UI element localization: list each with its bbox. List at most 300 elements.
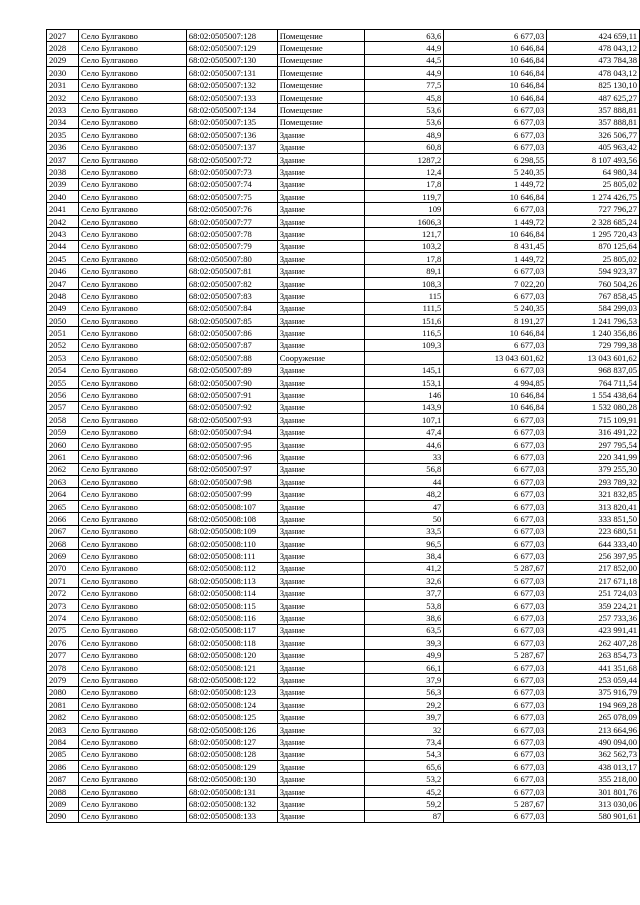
- table-row: [47, 773, 640, 785]
- specific-value-cell: 6 677,03: [444, 129, 547, 141]
- area-cell: 115: [364, 290, 444, 302]
- settlement-name-cell: Село Булгаково: [78, 339, 186, 351]
- object-type-cell: Здание: [277, 426, 364, 438]
- row-number-cell: 2065: [47, 500, 79, 512]
- cadastral-number-cell: 68:02:0505008:122: [186, 674, 277, 686]
- cadastral-value-cell: 441 351,68: [547, 661, 640, 673]
- row-number-cell: 2047: [47, 277, 79, 289]
- table-row: [47, 463, 640, 475]
- cadastral-value-cell: 1 274 426,75: [547, 191, 640, 203]
- settlement-name-cell: Село Булгаково: [78, 327, 186, 339]
- row-number-cell: 2052: [47, 339, 79, 351]
- settlement-name-cell: Село Булгаково: [78, 624, 186, 636]
- cadastral-number-cell: 68:02:0505008:113: [186, 575, 277, 587]
- cadastral-number-cell: 68:02:0505008:107: [186, 500, 277, 512]
- area-cell: 44,9: [364, 42, 444, 54]
- object-type-cell: Здание: [277, 773, 364, 785]
- settlement-name-cell: Село Булгаково: [78, 550, 186, 562]
- cadastral-number-cell: 68:02:0505007:86: [186, 327, 277, 339]
- object-type-cell: Здание: [277, 290, 364, 302]
- specific-value-cell: 6 677,03: [444, 810, 547, 822]
- row-number-cell: 2028: [47, 42, 79, 54]
- area-cell: 103,2: [364, 240, 444, 252]
- area-cell: 37,9: [364, 674, 444, 686]
- table-row: [47, 141, 640, 153]
- cadastral-value-cell: 968 837,05: [547, 364, 640, 376]
- cadastral-number-cell: 68:02:0505008:123: [186, 686, 277, 698]
- cadastral-number-cell: 68:02:0505007:90: [186, 376, 277, 388]
- cadastral-number-cell: 68:02:0505007:128: [186, 30, 277, 42]
- settlement-name-cell: Село Булгаково: [78, 376, 186, 388]
- object-type-cell: Здание: [277, 637, 364, 649]
- specific-value-cell: 6 677,03: [444, 513, 547, 525]
- settlement-name-cell: Село Булгаково: [78, 203, 186, 215]
- area-cell: 66,1: [364, 661, 444, 673]
- specific-value-cell: 6 677,03: [444, 500, 547, 512]
- specific-value-cell: 6 677,03: [444, 339, 547, 351]
- row-number-cell: 2075: [47, 624, 79, 636]
- settlement-name-cell: Село Булгаково: [78, 401, 186, 413]
- settlement-name-cell: Село Булгаково: [78, 438, 186, 450]
- row-number-cell: 2086: [47, 761, 79, 773]
- cadastral-value-cell: 64 980,34: [547, 166, 640, 178]
- specific-value-cell: 6 677,03: [444, 488, 547, 500]
- specific-value-cell: 10 646,84: [444, 67, 547, 79]
- cadastral-number-cell: 68:02:0505007:83: [186, 290, 277, 302]
- object-type-cell: Помещение: [277, 116, 364, 128]
- table-row: [47, 538, 640, 550]
- specific-value-cell: 10 646,84: [444, 228, 547, 240]
- table-row: [47, 290, 640, 302]
- specific-value-cell: 7 022,20: [444, 277, 547, 289]
- object-type-cell: Помещение: [277, 67, 364, 79]
- area-cell: 73,4: [364, 736, 444, 748]
- object-type-cell: Здание: [277, 277, 364, 289]
- area-cell: 12,4: [364, 166, 444, 178]
- object-type-cell: Здание: [277, 302, 364, 314]
- table-row: [47, 599, 640, 611]
- cadastral-number-cell: 68:02:0505007:97: [186, 463, 277, 475]
- table-row: [47, 612, 640, 624]
- row-number-cell: 2064: [47, 488, 79, 500]
- table-row: [47, 203, 640, 215]
- table-row: [47, 414, 640, 426]
- table-row: [47, 339, 640, 351]
- specific-value-cell: 10 646,84: [444, 79, 547, 91]
- cadastral-number-cell: 68:02:0505007:137: [186, 141, 277, 153]
- settlement-name-cell: Село Булгаково: [78, 302, 186, 314]
- settlement-name-cell: Село Булгаково: [78, 67, 186, 79]
- cadastral-number-cell: 68:02:0505008:124: [186, 699, 277, 711]
- cadastral-value-cell: 25 805,02: [547, 253, 640, 265]
- table-row: [47, 562, 640, 574]
- area-cell: 145,1: [364, 364, 444, 376]
- table-row: [47, 451, 640, 463]
- settlement-name-cell: Село Булгаково: [78, 253, 186, 265]
- area-cell: 47,4: [364, 426, 444, 438]
- row-number-cell: 2049: [47, 302, 79, 314]
- table-row: [47, 352, 640, 364]
- area-cell: 32,6: [364, 575, 444, 587]
- table-row: [47, 327, 640, 339]
- table-row: [47, 711, 640, 723]
- settlement-name-cell: Село Булгаково: [78, 500, 186, 512]
- cadastral-value-cell: 359 224,21: [547, 599, 640, 611]
- cadastral-value-cell: 379 255,30: [547, 463, 640, 475]
- table-row: [47, 637, 640, 649]
- settlement-name-cell: Село Булгаково: [78, 785, 186, 797]
- settlement-name-cell: Село Булгаково: [78, 178, 186, 190]
- cadastral-value-cell: 253 059,44: [547, 674, 640, 686]
- table-row: [47, 748, 640, 760]
- row-number-cell: 2030: [47, 67, 79, 79]
- table-row: [47, 42, 640, 54]
- area-cell: 32: [364, 723, 444, 735]
- object-type-cell: Помещение: [277, 104, 364, 116]
- specific-value-cell: 6 677,03: [444, 265, 547, 277]
- settlement-name-cell: Село Булгаково: [78, 129, 186, 141]
- cadastral-value-cell: 262 407,28: [547, 637, 640, 649]
- cadastral-number-cell: 68:02:0505008:132: [186, 798, 277, 810]
- table-row: [47, 525, 640, 537]
- specific-value-cell: 6 677,03: [444, 661, 547, 673]
- specific-value-cell: 6 677,03: [444, 761, 547, 773]
- specific-value-cell: 10 646,84: [444, 54, 547, 66]
- cadastral-number-cell: 68:02:0505008:133: [186, 810, 277, 822]
- row-number-cell: 2074: [47, 612, 79, 624]
- settlement-name-cell: Село Булгаково: [78, 240, 186, 252]
- specific-value-cell: 1 449,72: [444, 253, 547, 265]
- row-number-cell: 2054: [47, 364, 79, 376]
- area-cell: 56,3: [364, 686, 444, 698]
- area-cell: 1287,2: [364, 153, 444, 165]
- cadastral-value-cell: 265 078,09: [547, 711, 640, 723]
- cadastral-number-cell: 68:02:0505008:115: [186, 599, 277, 611]
- object-type-cell: Здание: [277, 141, 364, 153]
- object-type-cell: Здание: [277, 500, 364, 512]
- object-type-cell: Здание: [277, 723, 364, 735]
- specific-value-cell: 6 677,03: [444, 599, 547, 611]
- settlement-name-cell: Село Булгаково: [78, 277, 186, 289]
- object-type-cell: Здание: [277, 624, 364, 636]
- specific-value-cell: 8 191,27: [444, 314, 547, 326]
- specific-value-cell: 6 677,03: [444, 686, 547, 698]
- settlement-name-cell: Село Булгаково: [78, 761, 186, 773]
- table-row: [47, 723, 640, 735]
- table-row: [47, 376, 640, 388]
- cadastral-number-cell: 68:02:0505007:82: [186, 277, 277, 289]
- cadastral-number-cell: 68:02:0505007:85: [186, 314, 277, 326]
- specific-value-cell: 6 677,03: [444, 773, 547, 785]
- area-cell: 65,6: [364, 761, 444, 773]
- settlement-name-cell: Село Булгаково: [78, 451, 186, 463]
- table-row: [47, 736, 640, 748]
- cadastral-value-cell: 438 013,17: [547, 761, 640, 773]
- cadastral-value-cell: 321 832,85: [547, 488, 640, 500]
- cadastral-value-cell: 478 043,12: [547, 42, 640, 54]
- cadastral-number-cell: 68:02:0505008:112: [186, 562, 277, 574]
- settlement-name-cell: Село Булгаково: [78, 153, 186, 165]
- area-cell: 53,6: [364, 116, 444, 128]
- object-type-cell: Здание: [277, 463, 364, 475]
- row-number-cell: 2044: [47, 240, 79, 252]
- area-cell: 29,2: [364, 699, 444, 711]
- settlement-name-cell: Село Булгаково: [78, 352, 186, 364]
- cadastral-number-cell: 68:02:0505008:129: [186, 761, 277, 773]
- specific-value-cell: 6 677,03: [444, 624, 547, 636]
- object-type-cell: Здание: [277, 339, 364, 351]
- row-number-cell: 2080: [47, 686, 79, 698]
- specific-value-cell: 6 677,03: [444, 785, 547, 797]
- table-row: [47, 389, 640, 401]
- row-number-cell: 2032: [47, 91, 79, 103]
- cadastral-value-cell: 13 043 601,62: [547, 352, 640, 364]
- specific-value-cell: 10 646,84: [444, 401, 547, 413]
- object-type-cell: Здание: [277, 191, 364, 203]
- table-row: [47, 129, 640, 141]
- cadastral-number-cell: 68:02:0505007:84: [186, 302, 277, 314]
- cadastral-value-cell: 257 733,36: [547, 612, 640, 624]
- cadastral-value-cell: 424 659,11: [547, 30, 640, 42]
- settlement-name-cell: Село Булгаково: [78, 30, 186, 42]
- cadastral-number-cell: 68:02:0505007:74: [186, 178, 277, 190]
- row-number-cell: 2035: [47, 129, 79, 141]
- cadastral-value-cell: 220 341,99: [547, 451, 640, 463]
- cadastral-value-cell: 594 923,37: [547, 265, 640, 277]
- settlement-name-cell: Село Булгаково: [78, 723, 186, 735]
- object-type-cell: Здание: [277, 488, 364, 500]
- specific-value-cell: 10 646,84: [444, 327, 547, 339]
- table-row: [47, 79, 640, 91]
- object-type-cell: Здание: [277, 265, 364, 277]
- row-number-cell: 2060: [47, 438, 79, 450]
- row-number-cell: 2041: [47, 203, 79, 215]
- settlement-name-cell: Село Булгаково: [78, 104, 186, 116]
- cadastral-value-cell: 644 333,40: [547, 538, 640, 550]
- specific-value-cell: 10 646,84: [444, 91, 547, 103]
- settlement-name-cell: Село Булгаково: [78, 91, 186, 103]
- row-number-cell: 2069: [47, 550, 79, 562]
- settlement-name-cell: Село Булгаково: [78, 587, 186, 599]
- row-number-cell: 2073: [47, 599, 79, 611]
- object-type-cell: Здание: [277, 798, 364, 810]
- specific-value-cell: 6 677,03: [444, 736, 547, 748]
- row-number-cell: 2087: [47, 773, 79, 785]
- table-row: [47, 91, 640, 103]
- area-cell: 48,2: [364, 488, 444, 500]
- area-cell: 60,8: [364, 141, 444, 153]
- settlement-name-cell: Село Булгаково: [78, 674, 186, 686]
- object-type-cell: Помещение: [277, 54, 364, 66]
- table-row: [47, 314, 640, 326]
- specific-value-cell: 10 646,84: [444, 191, 547, 203]
- row-number-cell: 2058: [47, 414, 79, 426]
- settlement-name-cell: Село Булгаково: [78, 265, 186, 277]
- specific-value-cell: 6 677,03: [444, 426, 547, 438]
- table-row: [47, 674, 640, 686]
- cadastral-number-cell: 68:02:0505007:129: [186, 42, 277, 54]
- specific-value-cell: 5 240,35: [444, 166, 547, 178]
- row-number-cell: 2039: [47, 178, 79, 190]
- specific-value-cell: 6 677,03: [444, 438, 547, 450]
- object-type-cell: Здание: [277, 736, 364, 748]
- row-number-cell: 2070: [47, 562, 79, 574]
- table-row: [47, 761, 640, 773]
- specific-value-cell: 6 677,03: [444, 637, 547, 649]
- table-row: [47, 228, 640, 240]
- specific-value-cell: 6 677,03: [444, 699, 547, 711]
- table-row: [47, 116, 640, 128]
- cadastral-number-cell: 68:02:0505007:134: [186, 104, 277, 116]
- area-cell: 54,3: [364, 748, 444, 760]
- cadastral-value-cell: 263 854,73: [547, 649, 640, 661]
- settlement-name-cell: Село Булгаково: [78, 599, 186, 611]
- area-cell: 53,6: [364, 104, 444, 116]
- row-number-cell: 2071: [47, 575, 79, 587]
- row-number-cell: 2048: [47, 290, 79, 302]
- area-cell: 121,7: [364, 228, 444, 240]
- table-row: [47, 649, 640, 661]
- object-type-cell: Здание: [277, 711, 364, 723]
- row-number-cell: 2037: [47, 153, 79, 165]
- area-cell: 116,5: [364, 327, 444, 339]
- specific-value-cell: 6 677,03: [444, 104, 547, 116]
- specific-value-cell: 6 677,03: [444, 550, 547, 562]
- cadastral-value-cell: 223 680,51: [547, 525, 640, 537]
- table-row: [47, 550, 640, 562]
- cadastral-value-cell: 355 218,00: [547, 773, 640, 785]
- area-cell: 38,6: [364, 612, 444, 624]
- specific-value-cell: 6 677,03: [444, 451, 547, 463]
- specific-value-cell: 6 677,03: [444, 203, 547, 215]
- object-type-cell: Здание: [277, 314, 364, 326]
- area-cell: 153,1: [364, 376, 444, 388]
- cadastral-value-cell: 580 901,61: [547, 810, 640, 822]
- area-cell: 45,8: [364, 91, 444, 103]
- cadastral-number-cell: 68:02:0505007:76: [186, 203, 277, 215]
- table-row: [47, 191, 640, 203]
- cadastral-value-cell: 473 784,38: [547, 54, 640, 66]
- area-cell: 63,6: [364, 30, 444, 42]
- area-cell: 151,6: [364, 314, 444, 326]
- row-number-cell: 2061: [47, 451, 79, 463]
- object-type-cell: Здание: [277, 203, 364, 215]
- cadastral-value-cell: 297 795,54: [547, 438, 640, 450]
- row-number-cell: 2067: [47, 525, 79, 537]
- cadastral-value-cell: 357 888,81: [547, 116, 640, 128]
- cadastral-number-cell: 68:02:0505008:108: [186, 513, 277, 525]
- area-cell: [364, 352, 444, 364]
- cadastral-number-cell: 68:02:0505007:87: [186, 339, 277, 351]
- area-cell: 146: [364, 389, 444, 401]
- cadastral-value-cell: 326 506,77: [547, 129, 640, 141]
- cadastral-number-cell: 68:02:0505007:133: [186, 91, 277, 103]
- object-type-cell: Здание: [277, 215, 364, 227]
- settlement-name-cell: Село Булгаково: [78, 488, 186, 500]
- cadastral-value-cell: 490 094,00: [547, 736, 640, 748]
- settlement-name-cell: Село Булгаково: [78, 699, 186, 711]
- cadastral-number-cell: 68:02:0505007:75: [186, 191, 277, 203]
- object-type-cell: Здание: [277, 599, 364, 611]
- table-row: [47, 215, 640, 227]
- cadastral-value-cell: 25 805,02: [547, 178, 640, 190]
- area-cell: 33: [364, 451, 444, 463]
- area-cell: 45,2: [364, 785, 444, 797]
- object-type-cell: Здание: [277, 525, 364, 537]
- specific-value-cell: 6 677,03: [444, 141, 547, 153]
- object-type-cell: Здание: [277, 178, 364, 190]
- cadastral-number-cell: 68:02:0505008:126: [186, 723, 277, 735]
- table-row: [47, 785, 640, 797]
- cadastral-number-cell: 68:02:0505007:95: [186, 438, 277, 450]
- row-number-cell: 2053: [47, 352, 79, 364]
- cadastral-number-cell: 68:02:0505008:125: [186, 711, 277, 723]
- area-cell: 53,2: [364, 773, 444, 785]
- object-type-cell: Здание: [277, 661, 364, 673]
- settlement-name-cell: Село Булгаково: [78, 575, 186, 587]
- cadastral-value-cell: 760 504,26: [547, 277, 640, 289]
- cadastral-value-cell: 313 030,06: [547, 798, 640, 810]
- cadastral-number-cell: 68:02:0505008:117: [186, 624, 277, 636]
- area-cell: 56,8: [364, 463, 444, 475]
- cadastral-number-cell: 68:02:0505007:73: [186, 166, 277, 178]
- settlement-name-cell: Село Булгаково: [78, 538, 186, 550]
- cadastral-number-cell: 68:02:0505007:93: [186, 414, 277, 426]
- table-row: [47, 166, 640, 178]
- settlement-name-cell: Село Булгаково: [78, 116, 186, 128]
- specific-value-cell: 6 677,03: [444, 525, 547, 537]
- settlement-name-cell: Село Булгаково: [78, 141, 186, 153]
- specific-value-cell: 6 677,03: [444, 587, 547, 599]
- object-type-cell: Здание: [277, 253, 364, 265]
- table-row: [47, 426, 640, 438]
- table-row: [47, 240, 640, 252]
- area-cell: 143,9: [364, 401, 444, 413]
- settlement-name-cell: Село Булгаково: [78, 463, 186, 475]
- cadastral-number-cell: 68:02:0505008:109: [186, 525, 277, 537]
- area-cell: 49,9: [364, 649, 444, 661]
- cadastral-number-cell: 68:02:0505007:131: [186, 67, 277, 79]
- cadastral-number-cell: 68:02:0505008:116: [186, 612, 277, 624]
- row-number-cell: 2085: [47, 748, 79, 760]
- object-type-cell: Здание: [277, 575, 364, 587]
- row-number-cell: 2059: [47, 426, 79, 438]
- row-number-cell: 2072: [47, 587, 79, 599]
- row-number-cell: 2034: [47, 116, 79, 128]
- cadastral-number-cell: 68:02:0505007:80: [186, 253, 277, 265]
- area-cell: 108,3: [364, 277, 444, 289]
- object-type-cell: Здание: [277, 748, 364, 760]
- cadastral-number-cell: 68:02:0505007:132: [186, 79, 277, 91]
- settlement-name-cell: Село Булгаково: [78, 798, 186, 810]
- cadastral-number-cell: 68:02:0505008:127: [186, 736, 277, 748]
- cadastral-number-cell: 68:02:0505008:114: [186, 587, 277, 599]
- cadastral-value-cell: 313 820,41: [547, 500, 640, 512]
- settlement-name-cell: Село Булгаково: [78, 166, 186, 178]
- object-type-cell: Здание: [277, 810, 364, 822]
- object-type-cell: Здание: [277, 438, 364, 450]
- specific-value-cell: 10 646,84: [444, 389, 547, 401]
- cadastral-value-cell: 333 851,50: [547, 513, 640, 525]
- cadastral-value-cell: 825 130,10: [547, 79, 640, 91]
- cadastral-number-cell: 68:02:0505007:96: [186, 451, 277, 463]
- cadastral-value-cell: 1 554 438,64: [547, 389, 640, 401]
- area-cell: 63,5: [364, 624, 444, 636]
- table-row: [47, 253, 640, 265]
- table-row: [47, 513, 640, 525]
- cadastral-value-cell: 357 888,81: [547, 104, 640, 116]
- area-cell: 37,7: [364, 587, 444, 599]
